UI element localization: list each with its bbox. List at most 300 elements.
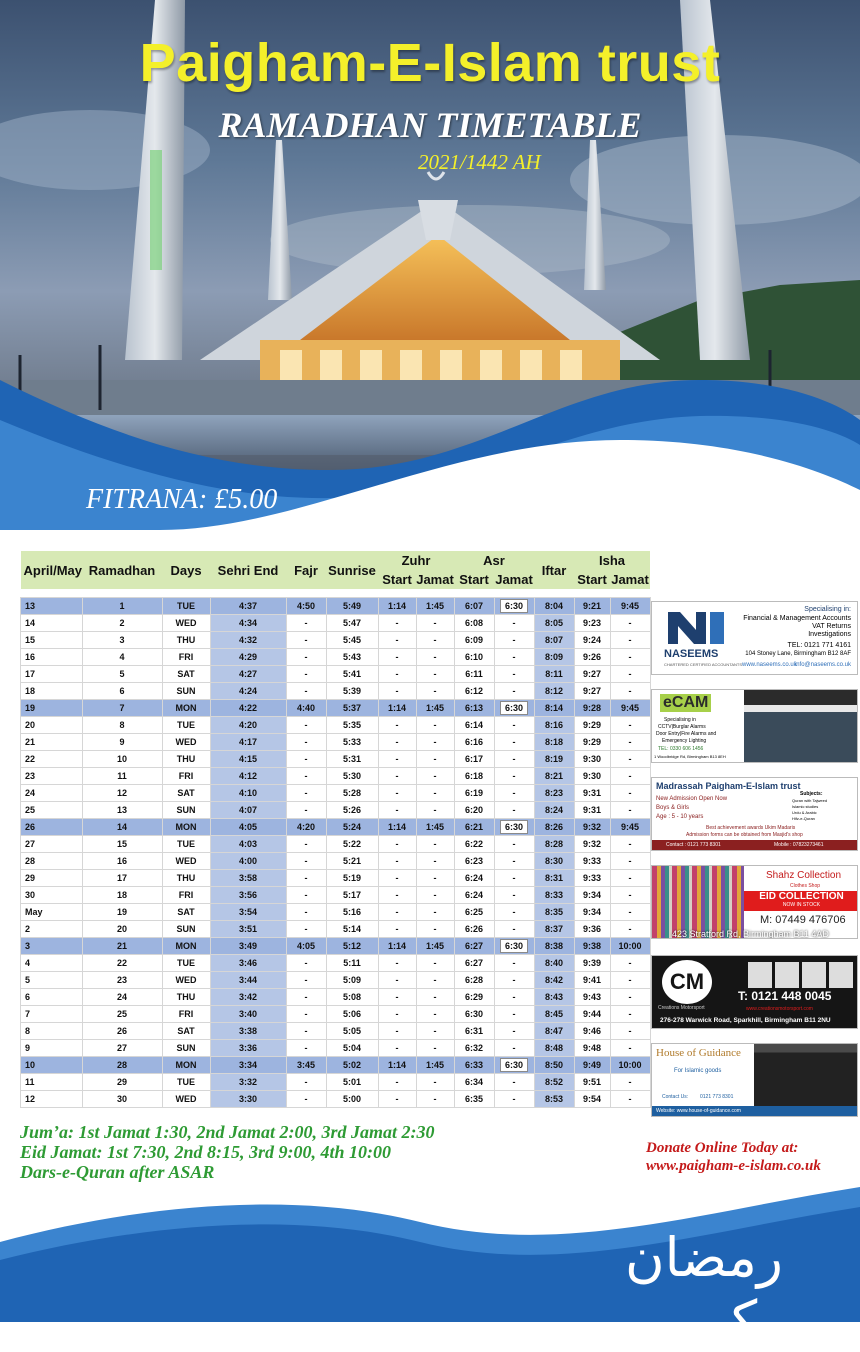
cell-weekday: TUE (162, 955, 210, 972)
cell-ramadhan-day: 19 (82, 904, 162, 921)
table-row (21, 887, 651, 904)
cell-isha-start: 9:30 (574, 768, 610, 785)
cell-fajr: - (286, 751, 326, 768)
ecam-info (652, 690, 744, 763)
table-row (21, 632, 651, 649)
cell-isha-jamat: - (610, 1074, 650, 1091)
cm-address: 276-278 Warwick Road, Sparkhill, Birmingham B11 2NU (660, 1017, 831, 1024)
cell-weekday: MON (162, 1057, 210, 1074)
cell-ramadhan-day: 30 (82, 1091, 162, 1108)
cell-fajr: - (286, 666, 326, 683)
cell-sehri-end: 4:27 (210, 666, 286, 683)
ad-ecam[interactable] (651, 689, 858, 763)
cell-asr-start: 6:09 (454, 632, 494, 649)
cell-asr-jamat: - (494, 802, 534, 819)
cell-sehri-end: 4:22 (210, 700, 286, 717)
timetable-body (21, 598, 651, 1108)
cell-zuhr-start: 1:14 (378, 938, 416, 955)
cell-asr-start: 6:10 (454, 649, 494, 666)
cell-asr-start: 6:31 (454, 1023, 494, 1040)
cell-fajr: - (286, 615, 326, 632)
shahz-eid: EID COLLECTION (759, 891, 844, 902)
cell-fajr: 4:05 (286, 938, 326, 955)
cell-date: 23 (21, 768, 83, 785)
cell-sunrise: 5:28 (326, 785, 378, 802)
cell-ramadhan-day: 8 (82, 717, 162, 734)
cell-zuhr-start: - (378, 989, 416, 1006)
cm-phone: T: 0121 448 0045 (738, 989, 832, 1003)
cell-asr-start: 6:13 (454, 700, 494, 717)
cell-weekday: WED (162, 972, 210, 989)
ramadan-kareem-calligraphy: رمضان كريم (625, 1226, 783, 1352)
cm-brand: Creations Motorsport (658, 1005, 705, 1011)
cell-iftar: 8:31 (534, 870, 574, 887)
cell-sehri-end: 4:03 (210, 836, 286, 853)
cell-zuhr-jamat: - (416, 802, 454, 819)
cell-ramadhan-day: 14 (82, 819, 162, 836)
zuhr-start: Start (378, 570, 416, 589)
cell-isha-start: 9:43 (574, 989, 610, 1006)
madrassah-line: Admission forms can be obtained from Masjid's shop (686, 832, 803, 838)
cell-weekday: THU (162, 989, 210, 1006)
cell-zuhr-jamat: 1:45 (416, 938, 454, 955)
cell-zuhr-start: - (378, 1023, 416, 1040)
cell-asr-start: 6:07 (454, 598, 494, 615)
cell-isha-jamat: - (610, 768, 650, 785)
naseems-address: 104 Stoney Lane, Birmingham B12 8AF (745, 651, 851, 657)
cell-weekday: THU (162, 751, 210, 768)
cell-asr-jamat: - (494, 1006, 534, 1023)
cell-date: 29 (21, 870, 83, 887)
cell-isha-start: 9:51 (574, 1074, 610, 1091)
cell-asr-start: 6:14 (454, 717, 494, 734)
cell-sunrise: 5:45 (326, 632, 378, 649)
cell-date: 28 (21, 853, 83, 870)
cell-iftar: 8:42 (534, 972, 574, 989)
cell-zuhr-jamat: 1:45 (416, 700, 454, 717)
cell-sehri-end: 3:56 (210, 887, 286, 904)
cell-ramadhan-day: 29 (82, 1074, 162, 1091)
naseems-web: www.naseems.co.uk (742, 662, 797, 668)
cell-isha-start: 9:32 (574, 819, 610, 836)
header-gap (21, 589, 651, 598)
cell-sehri-end: 3:44 (210, 972, 286, 989)
cell-isha-start: 9:26 (574, 649, 610, 666)
cell-isha-jamat: - (610, 717, 650, 734)
cell-iftar: 8:50 (534, 1057, 574, 1074)
cell-zuhr-jamat: - (416, 887, 454, 904)
cell-asr-start: 6:34 (454, 1074, 494, 1091)
asr-jamat-box: 6:30 (500, 599, 528, 613)
cell-sunrise: 5:47 (326, 615, 378, 632)
madrassah-line: Best achievement awards Ukim Madaris (706, 825, 796, 831)
cell-sehri-end: 3:30 (210, 1091, 286, 1108)
cell-sehri-end: 3:54 (210, 904, 286, 921)
cell-ramadhan-day: 25 (82, 1006, 162, 1023)
cell-asr-jamat: - (494, 989, 534, 1006)
cell-date: 4 (21, 955, 83, 972)
cell-isha-jamat: - (610, 989, 650, 1006)
shahz-stock: NOW IN STOCK (782, 902, 821, 908)
cell-isha-start: 9:30 (574, 751, 610, 768)
cell-isha-start: 9:29 (574, 717, 610, 734)
cell-date: 19 (21, 700, 83, 717)
cell-isha-jamat: - (610, 836, 650, 853)
cell-weekday: TUE (162, 836, 210, 853)
cell-fajr: - (286, 972, 326, 989)
cell-fajr: 4:40 (286, 700, 326, 717)
cell-zuhr-jamat: - (416, 785, 454, 802)
cell-sunrise: 5:30 (326, 768, 378, 785)
cell-iftar: 8:16 (534, 717, 574, 734)
table-row (21, 598, 651, 615)
cell-iftar: 8:43 (534, 989, 574, 1006)
cell-asr-jamat: - (494, 955, 534, 972)
cell-asr-jamat: - (494, 615, 534, 632)
cell-iftar: 8:45 (534, 1006, 574, 1023)
cell-asr-start: 6:24 (454, 887, 494, 904)
cell-ramadhan-day: 11 (82, 768, 162, 785)
donate-url[interactable]: www.paigham-e-islam.co.uk (646, 1158, 821, 1174)
cell-isha-start: 9:33 (574, 853, 610, 870)
cell-asr-jamat: - (494, 1040, 534, 1057)
shahz-eid-banner (744, 891, 858, 911)
cell-sunrise: 5:41 (326, 666, 378, 683)
cell-asr-jamat (494, 819, 534, 836)
cell-isha-start: 9:48 (574, 1040, 610, 1057)
header-row (21, 551, 651, 570)
cell-date: 9 (21, 1040, 83, 1057)
cell-zuhr-jamat: - (416, 955, 454, 972)
cell-isha-start: 9:21 (574, 598, 610, 615)
cell-zuhr-start: 1:14 (378, 1057, 416, 1074)
cell-zuhr-jamat: - (416, 989, 454, 1006)
cell-zuhr-start: - (378, 955, 416, 972)
cell-isha-start: 9:33 (574, 870, 610, 887)
ecam-line: Door Entry|Fire Alarms and (656, 731, 717, 737)
cell-weekday: SUN (162, 683, 210, 700)
ad-creations-motorsport[interactable] (651, 955, 858, 1029)
col-date: April/May (21, 551, 83, 589)
asr-jamat-box: 6:30 (500, 939, 528, 953)
cell-asr-start: 6:11 (454, 666, 494, 683)
cell-weekday: SUN (162, 921, 210, 938)
cell-sunrise: 5:08 (326, 989, 378, 1006)
cell-zuhr-start: - (378, 632, 416, 649)
cell-date: 27 (21, 836, 83, 853)
naseems-service: Financial & Management Accounts (743, 615, 851, 622)
cell-sunrise: 5:24 (326, 819, 378, 836)
cm-web: www.creationsmotorsport.com (746, 1006, 813, 1012)
cell-zuhr-start: - (378, 751, 416, 768)
cell-zuhr-jamat: - (416, 921, 454, 938)
cell-sehri-end: 4:29 (210, 649, 286, 666)
cell-ramadhan-day: 4 (82, 649, 162, 666)
cell-isha-jamat: - (610, 785, 650, 802)
cell-ramadhan-day: 1 (82, 598, 162, 615)
cell-sehri-end: 4:17 (210, 734, 286, 751)
cell-sehri-end: 3:36 (210, 1040, 286, 1057)
cell-sunrise: 5:43 (326, 649, 378, 666)
cell-asr-start: 6:12 (454, 683, 494, 700)
cell-zuhr-jamat: - (416, 666, 454, 683)
cell-zuhr-start: 1:14 (378, 700, 416, 717)
cell-asr-start: 6:27 (454, 938, 494, 955)
cell-isha-jamat: - (610, 649, 650, 666)
cell-sehri-end: 4:05 (210, 819, 286, 836)
table-row (21, 615, 651, 632)
cell-weekday: THU (162, 870, 210, 887)
shahz-title: Shahz Collection (766, 870, 842, 881)
table-row (21, 819, 651, 836)
cell-ramadhan-day: 26 (82, 1023, 162, 1040)
ecam-logo: eCAM (660, 694, 711, 712)
cell-zuhr-jamat: - (416, 751, 454, 768)
cell-fajr: - (286, 1006, 326, 1023)
cell-asr-start: 6:18 (454, 768, 494, 785)
cell-zuhr-jamat: - (416, 972, 454, 989)
cell-isha-start: 9:44 (574, 1006, 610, 1023)
cell-isha-start: 9:49 (574, 1057, 610, 1074)
cell-sunrise: 5:14 (326, 921, 378, 938)
col-fajr: Fajr (286, 551, 326, 589)
cell-fajr: 3:45 (286, 1057, 326, 1074)
cell-ramadhan-day: 28 (82, 1057, 162, 1074)
cell-date: 15 (21, 632, 83, 649)
naseems-tel: TEL: 0121 771 4161 (787, 642, 851, 649)
cell-asr-jamat: - (494, 1091, 534, 1108)
table-row (21, 1023, 651, 1040)
cell-ramadhan-day: 9 (82, 734, 162, 751)
col-isha: Isha (574, 551, 650, 570)
cell-date: 30 (21, 887, 83, 904)
cell-weekday: SAT (162, 785, 210, 802)
cell-iftar: 8:07 (534, 632, 574, 649)
cell-isha-jamat: 9:45 (610, 819, 650, 836)
naseems-email: info@naseems.co.uk (794, 662, 851, 668)
cell-zuhr-start: - (378, 870, 416, 887)
cell-iftar: 8:28 (534, 836, 574, 853)
ecam-tel: TEL: 0330 606 1456 (658, 746, 704, 752)
hero-banner (0, 0, 860, 530)
cell-iftar: 8:09 (534, 649, 574, 666)
cell-asr-start: 6:30 (454, 1006, 494, 1023)
cell-sunrise: 5:33 (326, 734, 378, 751)
donate-label: Donate Online Today at: (646, 1140, 799, 1156)
cell-ramadhan-day: 21 (82, 938, 162, 955)
cell-asr-jamat: - (494, 632, 534, 649)
shahz-sub: Clothes Shop (790, 883, 821, 889)
cell-sunrise: 5:49 (326, 598, 378, 615)
cell-ramadhan-day: 23 (82, 972, 162, 989)
ecam-line: CCTV|Burglar Alarms (658, 724, 706, 730)
cell-zuhr-start: - (378, 717, 416, 734)
cell-zuhr-jamat: 1:45 (416, 1057, 454, 1074)
cell-zuhr-start: - (378, 615, 416, 632)
naseems-specialising: Specialising in: (804, 606, 851, 613)
cell-asr-start: 6:20 (454, 802, 494, 819)
naseems-tagline: CHARTERED CERTIFIED ACCOUNTANTS (664, 662, 743, 667)
cell-fajr: - (286, 904, 326, 921)
cell-isha-start: 9:24 (574, 632, 610, 649)
cell-isha-start: 9:28 (574, 700, 610, 717)
cell-zuhr-start: - (378, 972, 416, 989)
cm-logo: CM (662, 960, 712, 1004)
cell-asr-jamat: - (494, 853, 534, 870)
cell-zuhr-jamat: - (416, 870, 454, 887)
cell-sehri-end: 4:20 (210, 717, 286, 734)
ad-madrassah[interactable] (651, 777, 858, 851)
cell-asr-start: 6:24 (454, 870, 494, 887)
cm-services-grid (748, 962, 854, 988)
org-title: Paigham-E-Islam trust (139, 33, 721, 93)
cell-sunrise: 5:11 (326, 955, 378, 972)
cell-date: 16 (21, 649, 83, 666)
cell-ramadhan-day: 20 (82, 921, 162, 938)
cell-isha-jamat: - (610, 1023, 650, 1040)
ad-naseems[interactable] (651, 601, 858, 675)
hog-web: Website: www.house-of-guidance.com (652, 1106, 858, 1116)
cell-iftar: 8:38 (534, 938, 574, 955)
cell-asr-jamat: - (494, 1023, 534, 1040)
cell-date: 6 (21, 989, 83, 1006)
cell-isha-jamat: - (610, 1006, 650, 1023)
cell-isha-jamat: - (610, 853, 650, 870)
cell-sunrise: 5:31 (326, 751, 378, 768)
cell-sunrise: 5:05 (326, 1023, 378, 1040)
ecam-address: 1 Woodbridge Rd, Birmingham B13 8EH (654, 754, 726, 759)
madrassah-title: Madrassah Paigham-E-Islam trust (656, 781, 801, 791)
cell-sehri-end: 4:24 (210, 683, 286, 700)
cell-isha-jamat: - (610, 904, 650, 921)
asr-start: Start (454, 570, 494, 589)
cell-iftar: 8:11 (534, 666, 574, 683)
cell-ramadhan-day: 13 (82, 802, 162, 819)
cell-isha-jamat: 10:00 (610, 938, 650, 955)
cell-weekday: FRI (162, 887, 210, 904)
ad-shahz-collection[interactable] (651, 865, 858, 939)
cell-asr-jamat (494, 700, 534, 717)
asr-jamat: Jamat (495, 572, 533, 587)
cell-date: 21 (21, 734, 83, 751)
madrassah-line: New Admission Open Now (656, 796, 728, 802)
cell-zuhr-jamat: - (416, 632, 454, 649)
cell-ramadhan-day: 5 (82, 666, 162, 683)
cell-iftar: 8:33 (534, 887, 574, 904)
cell-asr-jamat: - (494, 887, 534, 904)
cell-iftar: 8:04 (534, 598, 574, 615)
cell-sehri-end: 4:10 (210, 785, 286, 802)
madrassah-line: Boys & Girls (656, 805, 690, 811)
cell-asr-start: 6:35 (454, 1091, 494, 1108)
cell-iftar: 8:18 (534, 734, 574, 751)
cell-asr-jamat (494, 938, 534, 955)
cell-weekday: MON (162, 938, 210, 955)
cell-ramadhan-day: 2 (82, 615, 162, 632)
cell-zuhr-start: - (378, 785, 416, 802)
cell-date: 14 (21, 615, 83, 632)
cell-zuhr-jamat: - (416, 615, 454, 632)
cell-sehri-end: 3:49 (210, 938, 286, 955)
ad-house-of-guidance[interactable] (651, 1043, 858, 1117)
col-zuhr: Zuhr (378, 551, 454, 570)
cell-zuhr-jamat: - (416, 1023, 454, 1040)
cell-date: May (21, 904, 83, 921)
cell-fajr: - (286, 836, 326, 853)
table-row (21, 1006, 651, 1023)
cell-fajr: 4:20 (286, 819, 326, 836)
cell-asr-start: 6:32 (454, 1040, 494, 1057)
cell-sehri-end: 4:15 (210, 751, 286, 768)
cell-sehri-end: 3:58 (210, 870, 286, 887)
cell-weekday: SUN (162, 802, 210, 819)
cell-date: 26 (21, 819, 83, 836)
cell-sehri-end: 4:00 (210, 853, 286, 870)
cell-iftar: 8:14 (534, 700, 574, 717)
cell-zuhr-start: - (378, 921, 416, 938)
cell-weekday: WED (162, 615, 210, 632)
cell-zuhr-jamat: - (416, 717, 454, 734)
cell-date: 8 (21, 1023, 83, 1040)
cell-asr-start: 6:28 (454, 972, 494, 989)
cell-isha-start: 9:39 (574, 955, 610, 972)
cell-sehri-end: 3:32 (210, 1074, 286, 1091)
cell-weekday: FRI (162, 768, 210, 785)
cell-fajr: - (286, 853, 326, 870)
cell-sunrise: 5:37 (326, 700, 378, 717)
table-row (21, 683, 651, 700)
table-row (21, 717, 651, 734)
cell-sunrise: 5:21 (326, 853, 378, 870)
cell-date: 22 (21, 751, 83, 768)
madrassah-subjects-title: Subjects: (800, 791, 823, 797)
cell-asr-jamat: - (494, 649, 534, 666)
cell-zuhr-jamat: - (416, 768, 454, 785)
cell-asr-start: 6:16 (454, 734, 494, 751)
naseems-service: Investigations (808, 631, 851, 638)
cell-isha-start: 9:34 (574, 904, 610, 921)
cell-iftar: 8:47 (534, 1023, 574, 1040)
table-row (21, 921, 651, 938)
cell-zuhr-start: - (378, 802, 416, 819)
cell-fajr: - (286, 955, 326, 972)
cell-weekday: SUN (162, 1040, 210, 1057)
table-row (21, 1091, 651, 1108)
cell-weekday: TUE (162, 717, 210, 734)
cell-date: 20 (21, 717, 83, 734)
shahz-address: 423 Stratford Rd, Birmingham B11 4AD (672, 929, 829, 939)
cell-sunrise: 5:39 (326, 683, 378, 700)
cell-fajr: - (286, 632, 326, 649)
cell-asr-start: 6:19 (454, 785, 494, 802)
cell-sehri-end: 4:12 (210, 768, 286, 785)
cell-asr-start: 6:08 (454, 615, 494, 632)
cell-iftar: 8:05 (534, 615, 574, 632)
madrassah-subject: Islamic studies (792, 804, 819, 809)
cell-zuhr-start: - (378, 768, 416, 785)
table-row (21, 1057, 651, 1074)
cell-isha-jamat: 10:00 (610, 1057, 650, 1074)
cell-iftar: 8:19 (534, 751, 574, 768)
cell-date: 10 (21, 1057, 83, 1074)
cell-sunrise: 5:09 (326, 972, 378, 989)
cell-weekday: WED (162, 734, 210, 751)
cell-iftar: 8:26 (534, 819, 574, 836)
cell-date: 2 (21, 921, 83, 938)
cell-asr-start: 6:21 (454, 819, 494, 836)
ecam-line: Emergency Lighting (662, 738, 707, 744)
cell-isha-jamat: 9:45 (610, 700, 650, 717)
